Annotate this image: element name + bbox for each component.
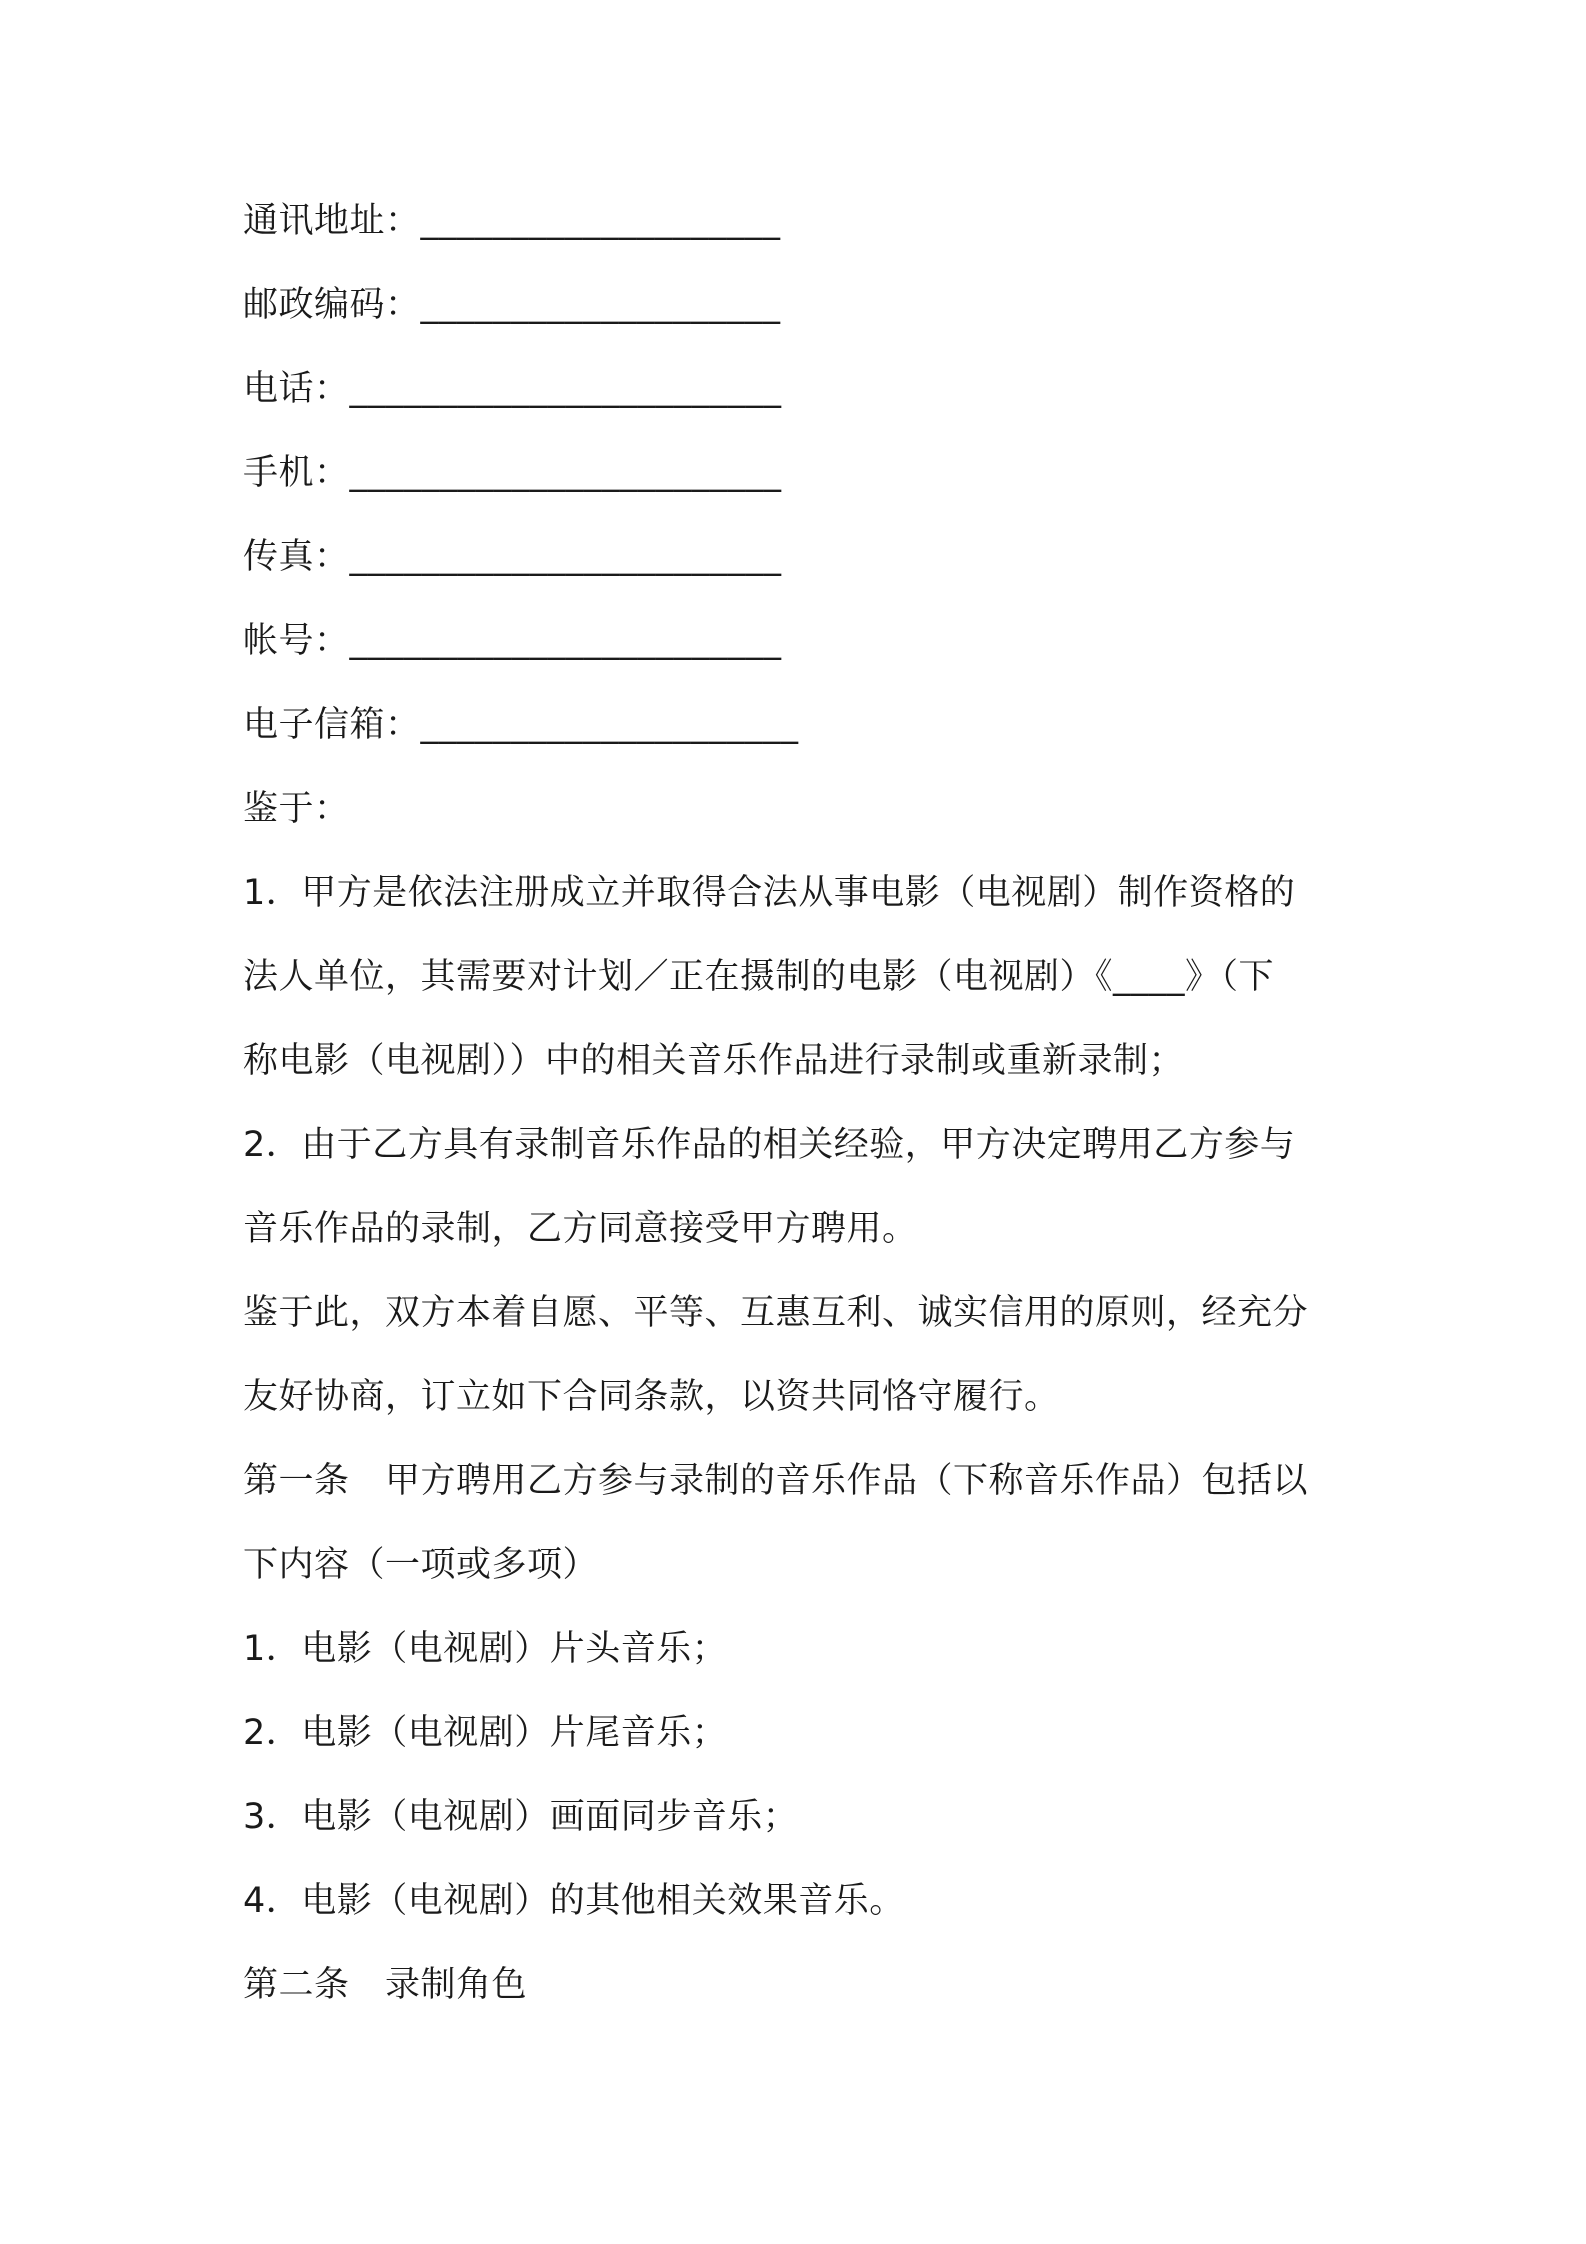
- field-label: 帐号：: [243, 621, 350, 661]
- field-label: 手机：: [243, 453, 350, 493]
- recital-1-line-1: 1．甲方是依法注册成立并取得合法从事电影（电视剧）制作资格的: [243, 873, 1296, 913]
- list-item-2: 2．电影（电视剧）片尾音乐；: [243, 1713, 728, 1753]
- field-email: [243, 700, 1353, 784]
- field-postcode: [243, 280, 1353, 364]
- field-label: 传真：: [243, 537, 350, 577]
- recital-1-line-3: 称电影（电视剧））中的相关音乐作品进行录制或重新录制；: [243, 1041, 1185, 1081]
- field-phone: [243, 364, 1353, 448]
- field-label: 电子信箱：: [243, 705, 421, 745]
- field-blank: ________________________: [349, 453, 782, 493]
- preamble-line-2: 友好协商，订立如下合同条款，以资共同恪守履行。: [243, 1377, 1060, 1417]
- list-item-3: 3．电影（电视剧）画面同步音乐；: [243, 1797, 799, 1837]
- document-body: [243, 196, 1353, 2044]
- field-label: 电话：: [243, 369, 350, 409]
- recital-1-line-2: 法人单位，其需要对计划／正在摄制的电影（电视剧）《____》（下: [243, 957, 1275, 997]
- article-2-heading: 第二条 录制角色: [243, 1965, 528, 2005]
- field-blank: _____________________: [420, 705, 799, 745]
- field-address: [243, 196, 1353, 280]
- field-blank: ____________________: [420, 201, 781, 241]
- recitals-heading: 鉴于：: [243, 789, 350, 829]
- field-blank: ________________________: [349, 369, 782, 409]
- list-item-1: 1．电影（电视剧）片头音乐；: [243, 1629, 728, 1669]
- field-mobile: [243, 448, 1353, 532]
- article-1-line-1: 第一条 甲方聘用乙方参与录制的音乐作品（下称音乐作品）包括以: [243, 1461, 1309, 1501]
- recital-2-line-2: 音乐作品的录制，乙方同意接受甲方聘用。: [243, 1209, 918, 1249]
- list-item-4: 4．电影（电视剧）的其他相关效果音乐。: [243, 1881, 905, 1921]
- field-blank: ________________________: [349, 621, 782, 661]
- preamble-line-1: 鉴于此，双方本着自愿、平等、互惠互利、诚实信用的原则，经充分: [243, 1293, 1309, 1333]
- article-1-line-2: 下内容（一项或多项）: [243, 1545, 599, 1585]
- field-blank: ________________________: [349, 537, 782, 577]
- recital-2-line-1: 2．由于乙方具有录制音乐作品的相关经验，甲方决定聘用乙方参与: [243, 1125, 1296, 1165]
- field-label: 通讯地址：: [243, 201, 421, 241]
- field-account: [243, 616, 1353, 700]
- field-label: 邮政编码：: [243, 285, 421, 325]
- field-blank: ____________________: [420, 285, 781, 325]
- field-fax: [243, 532, 1353, 616]
